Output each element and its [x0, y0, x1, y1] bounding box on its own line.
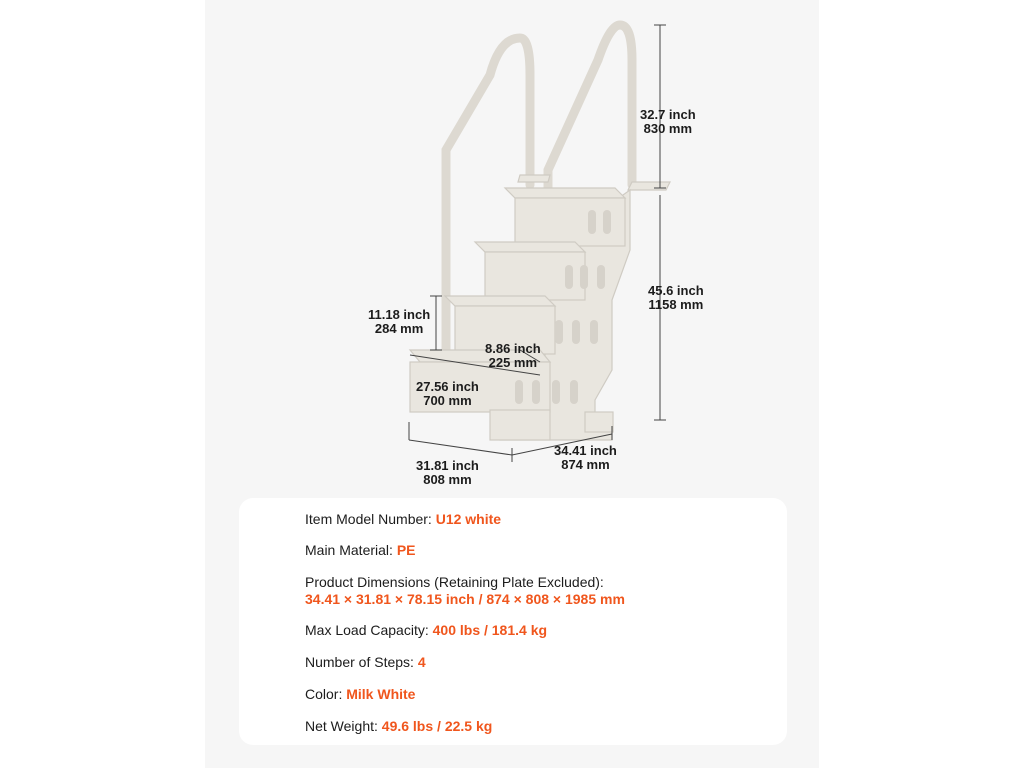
- dim-body-height: [648, 284, 704, 312]
- dim-base-width-imperial: 31.81 inch: [416, 458, 479, 473]
- spec-material-value: PE: [396, 542, 416, 558]
- spec-card: [239, 498, 787, 745]
- dim-step-width: [416, 380, 479, 408]
- dim-step-depth-imperial: 8.86 inch: [485, 341, 541, 356]
- dim-base-width: [416, 459, 479, 487]
- dim-step-depth: [485, 342, 541, 370]
- spec-weight-value: 49.6 lbs / 22.5 kg: [381, 718, 493, 734]
- spec-model: [305, 511, 501, 528]
- spec-material: [305, 542, 416, 559]
- dim-step-depth-metric: 225 mm: [488, 355, 538, 370]
- spec-load: [305, 622, 547, 639]
- dim-step-rise-metric: 284 mm: [374, 321, 424, 336]
- spec-steps-label: Number of Steps:: [305, 654, 418, 670]
- spec-color-value: Milk White: [346, 686, 416, 702]
- spec-color-label: Color:: [305, 686, 347, 702]
- dim-base-depth-imperial: 34.41 inch: [554, 443, 617, 458]
- dim-step-width-metric: 700 mm: [423, 393, 472, 408]
- dim-step-rise-imperial: 11.18 inch: [368, 307, 431, 322]
- spec-model-label: Item Model Number:: [305, 511, 436, 527]
- spec-load-label: Max Load Capacity:: [305, 622, 433, 638]
- spec-weight: [305, 718, 492, 735]
- dim-handrail-height: [640, 108, 696, 136]
- dim-body-height-imperial: 45.6 inch: [648, 283, 704, 298]
- spec-model-value: U12 white: [435, 511, 502, 527]
- dim-handrail-height-imperial: 32.7 inch: [640, 107, 696, 122]
- dim-step-rise: [368, 308, 430, 336]
- spec-material-label: Main Material:: [305, 542, 397, 558]
- spec-dimensions: [305, 574, 625, 608]
- dim-handrail-height-metric: 830 mm: [643, 121, 693, 136]
- spec-dimensions-label: Product Dimensions (Retaining Plate Excluded):: [305, 574, 604, 590]
- spec-weight-label: Net Weight:: [305, 718, 382, 734]
- spec-steps-value: 4: [417, 654, 426, 670]
- dim-base-width-metric: 808 mm: [423, 472, 472, 487]
- spec-steps: [305, 654, 426, 671]
- dim-step-width-imperial: 27.56 inch: [416, 379, 479, 394]
- dim-base-depth: [554, 444, 617, 472]
- dim-body-height-metric: 1158 mm: [648, 297, 704, 312]
- spec-load-value: 400 lbs / 181.4 kg: [432, 622, 548, 638]
- spec-dimensions-value: 34.41 × 31.81 × 78.15 inch / 874 × 808 × 1985 mm: [305, 591, 625, 607]
- spec-color: [305, 686, 415, 703]
- dim-base-depth-metric: 874 mm: [561, 457, 610, 472]
